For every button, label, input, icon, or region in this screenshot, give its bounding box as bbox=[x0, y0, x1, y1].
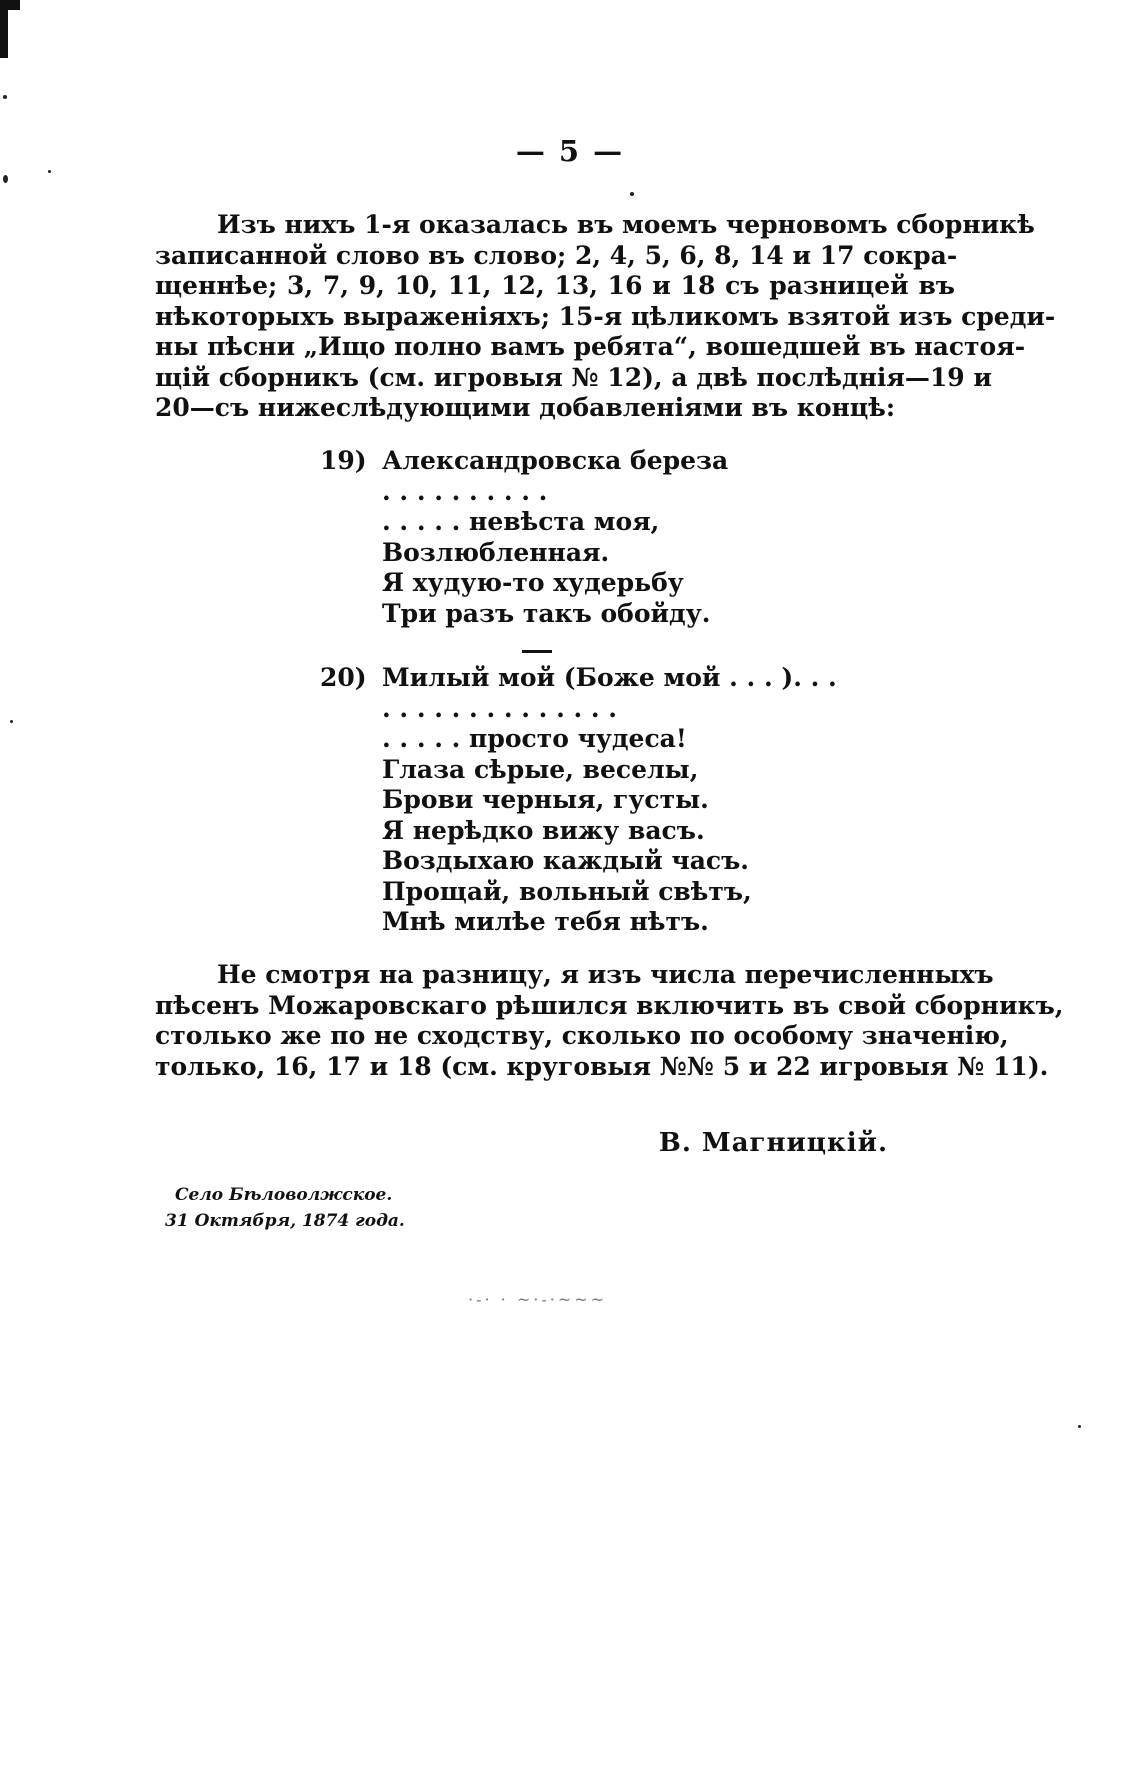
paragraph-line: пѣсенъ Можаровскаго рѣшился включить въ свой сборникъ, bbox=[155, 990, 1064, 1020]
paragraph-line: только, 16, 17 и 18 (см. круговыя №№ 5 и 22 игровыя № 11). bbox=[155, 1051, 1049, 1081]
verse-line-text: Александровска береза bbox=[382, 446, 729, 475]
verse-line: Прощай, вольный свѣтъ, bbox=[382, 876, 752, 906]
verse-line: Воздыхаю каждый часъ. bbox=[382, 846, 749, 875]
date-line: 31 Октября, 1874 года. bbox=[165, 1211, 405, 1231]
paragraph-line: щій сборникъ (см. игровыя № 12), а двѣ послѣднія—19 и bbox=[155, 362, 992, 392]
page-number: — 5 — bbox=[515, 134, 625, 168]
place-line: Село Бѣловолжское. bbox=[175, 1185, 393, 1205]
paper-speck bbox=[10, 720, 13, 723]
verse-line-text: Милый мой (Боже мой . . . ). . . bbox=[382, 663, 837, 692]
verse-line: Три разъ такъ обойду. bbox=[382, 598, 711, 628]
paper-speck bbox=[48, 170, 51, 173]
verse-line: Возлюбленная. bbox=[382, 537, 610, 567]
section-dash bbox=[522, 650, 552, 653]
paragraph-line: столько же по не сходству, сколько по особому значенію, bbox=[155, 1021, 1009, 1050]
verse-line: . . . . . . . . . . bbox=[382, 476, 548, 506]
paragraph-line: щеннѣе; 3, 7, 9, 10, 11, 12, 13, 16 и 18 съ разницей въ bbox=[155, 271, 955, 300]
verse-number: 19) bbox=[320, 446, 367, 475]
verse-line: . . . . . просто чудеса! bbox=[382, 724, 687, 753]
verse-line: Я нерѣдко вижу васъ. bbox=[382, 815, 705, 845]
verse-number: 20) bbox=[320, 663, 367, 692]
verse-line: Брови черныя, густы. bbox=[382, 785, 709, 814]
closing-paragraph bbox=[155, 960, 1064, 1082]
verse-20 bbox=[320, 663, 1020, 938]
paragraph-line: нѣкоторыхъ выраженіяхъ; 15-я цѣликомъ взятой изъ среди- bbox=[155, 301, 1056, 331]
paragraph-line: 20—съ нижеслѣдующими добавленіями въ концѣ: bbox=[155, 393, 896, 422]
verse-line: . . . . . невѣста моя, bbox=[382, 507, 660, 536]
paper-speck bbox=[3, 175, 8, 183]
paragraph-line: записанной слово въ слово; 2, 4, 5, 6, 8, 14 и 17 сокра- bbox=[155, 240, 958, 270]
paper-speck bbox=[1078, 1425, 1081, 1428]
page-edge-mark bbox=[0, 0, 8, 58]
paragraph-line: Не смотря на разницу, я изъ числа перечисленныхъ bbox=[217, 960, 994, 989]
paper-speck bbox=[3, 95, 7, 99]
paragraph-line: Изъ нихъ 1-я оказалась въ моемъ черновомъ сборникѣ bbox=[217, 210, 1035, 239]
end-ornament: ·-· · ~·-·~~~ bbox=[468, 1290, 608, 1309]
verse-line: . . . . . . . . . . . . . . bbox=[382, 693, 617, 723]
author-signature: В. Магницкій. bbox=[658, 1128, 888, 1158]
intro-paragraph bbox=[155, 210, 1056, 424]
paper-speck bbox=[630, 192, 634, 196]
verse-line: Мнѣ милѣе тебя нѣтъ. bbox=[382, 907, 709, 936]
verse-first-line bbox=[320, 663, 1020, 694]
paragraph-line: ны пѣсни „Ищо полно вамъ ребята“, вошедшей въ настоя- bbox=[155, 332, 1026, 361]
verse-first-line bbox=[320, 446, 1020, 477]
verse-line: Глаза сѣрые, веселы, bbox=[382, 754, 699, 784]
verse-19 bbox=[320, 446, 1020, 629]
verse-line: Я худую-то худерьбу bbox=[382, 568, 684, 597]
place-and-date bbox=[165, 1182, 405, 1234]
